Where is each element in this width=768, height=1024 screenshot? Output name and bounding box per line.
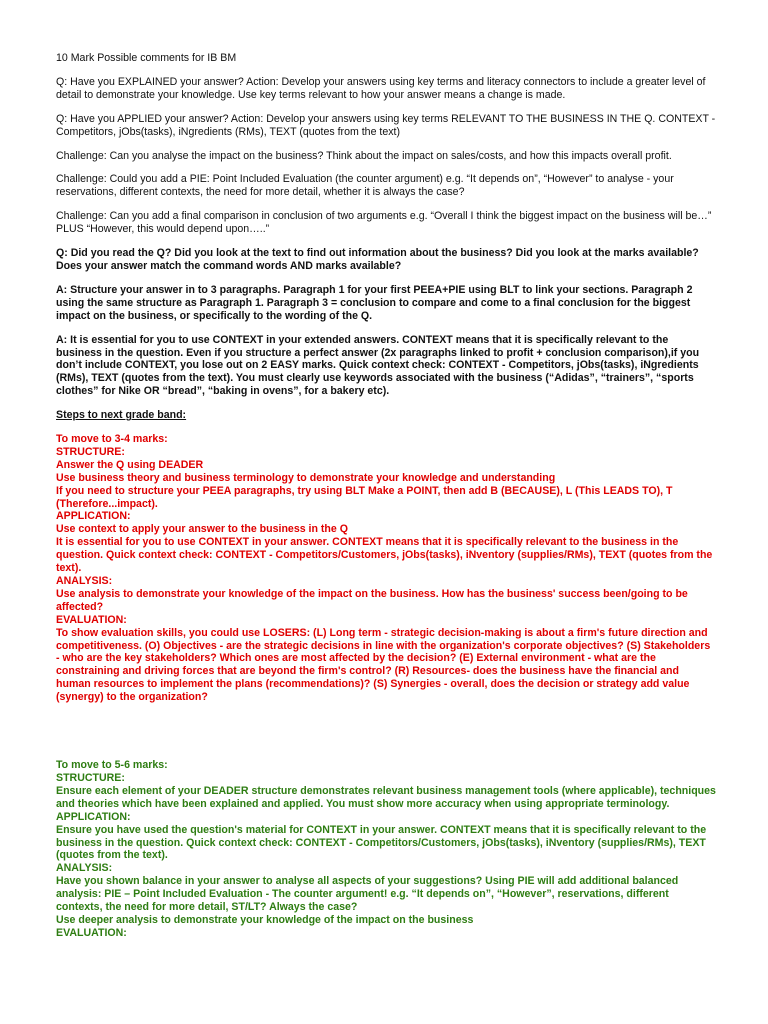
intro-paragraph-conclusion: Challenge: Can you add a final comparison in conclusion of two arguments e.g. “Overall I think the biggest impact on the business will be…” PLUS “However, this would depend upon…..”	[56, 210, 712, 236]
band-3-4-application-text-1: Use context to apply your answer to the business in the Q	[56, 523, 348, 536]
band-3-4-section	[56, 433, 716, 704]
band-3-4-structure-text-1: Answer the Q using DEADER	[56, 458, 204, 471]
band-3-4-evaluation-label: EVALUATION:	[56, 613, 127, 626]
intro-paragraph-explained: Q: Have you EXPLAINED your answer? Action: Develop your answers using key terms and literacy connectors to include a greater level of detail to demonstrate your knowledge. Use key terms relevant to how your answer means a change is made.	[56, 75, 706, 101]
section-spacer	[56, 704, 716, 759]
band-3-4-heading: To move to 3-4 marks:	[56, 433, 168, 446]
band-5-6-heading: To move to 5-6 marks:	[56, 759, 168, 772]
band-3-4-structure-label: STRUCTURE:	[56, 445, 125, 458]
bold-paragraph-structure: A: Structure your answer in to 3 paragraphs. Paragraph 1 for your first PEEA+PIE using BLT to link your sections. Paragraph 2 using the same structure as Paragraph 1. Paragraph 3 = conclusion to compare and come to a final conclusion for the biggest impact on the business, or specifically to the wording of the Q.	[56, 283, 693, 322]
steps-heading: Steps to next grade band:	[56, 409, 187, 422]
band-5-6-application-label: APPLICATION:	[56, 810, 131, 823]
band-3-4-structure-text-3: If you need to structure your PEEA paragraphs, try using BLT Make a POINT, then add B (BECAUSE), L (This LEADS TO), T (Therefore...impact).	[56, 484, 673, 510]
band-3-4-application-label: APPLICATION:	[56, 510, 131, 523]
band-3-4-evaluation-text: To show evaluation skills, you could use LOSERS: (L) Long term - strategic decision-making is about a firm's future direction and competitiveness. (O) Objectives - are the strategic decisions in line with the organization's corporate objectives? (S) Stakeholders - who are the key stakeholders? Which ones are most affected by the decision? (E) External environment - what are the constraining and driving forces that are beyond the firm's control? (R) Resources- does the business have the financial and human resources to implement the plans (recommendations)? (S) Synergies - overall, does the decision or strategy add value (synergy) to the organization?	[56, 626, 711, 704]
band-3-4-analysis-text: Use analysis to demonstrate your knowledge of the impact on the business. How has the business' success been/going to be affected?	[56, 587, 688, 613]
band-3-4-application-text-2: It is essential for you to use CONTEXT in your answer. CONTEXT means that it is specifically relevant to the business in the question. Quick context check: CONTEXT - Competitors/Customers, jObs(tasks), iNventory (supplies/RMs), TEXT (quotes from the text).	[56, 536, 713, 575]
band-5-6-analysis-text-2: Use deeper analysis to demonstrate your knowledge of the impact on the business	[56, 913, 474, 926]
intro-paragraph-analyse: Challenge: Can you analyse the impact on the business? Think about the impact on sales/costs, and how this impacts overall profit.	[56, 149, 672, 162]
band-5-6-analysis-text-1: Have you shown balance in your answer to analyse all aspects of your suggestions? Using PIE will add additional balanced analysis: PIE – Point Included Evaluation - The counter argument! e.g. “It depends on”, “However”, reservations, different contexts, the need for more detail, ST/LT? Always the case?	[56, 875, 679, 914]
band-5-6-structure-text: Ensure each element of your DEADER structure demonstrates relevant business management tools (where applicable), techniques and theories which have been explained and applied. You must show more accuracy when using appropriate terminology.	[56, 784, 716, 810]
band-5-6-analysis-label: ANALYSIS:	[56, 862, 113, 875]
band-3-4-structure-text-2: Use business theory and business terminology to demonstrate your knowledge and understanding	[56, 471, 556, 484]
band-5-6-structure-label: STRUCTURE:	[56, 771, 125, 784]
intro-paragraph-applied: Q: Have you APPLIED your answer? Action: Develop your answers using key terms RELEVANT TO THE BUSINESS IN THE Q. CONTEXT - Competitors, jObs(tasks), iNgredients (RMs), TEXT (quotes from the text)	[56, 112, 716, 138]
band-5-6-evaluation-label: EVALUATION:	[56, 926, 127, 939]
band-5-6-application-text: Ensure you have used the question's material for CONTEXT in your answer. CONTEXT means that it is specifically relevant to the business in the question. Quick context check: CONTEXT - Competitors/Customers, jObs(tasks), iNventory (supplies/RMs), TEXT (quotes from the text).	[56, 823, 707, 862]
band-3-4-analysis-label: ANALYSIS:	[56, 575, 113, 587]
bold-paragraph-read-q: Q: Did you read the Q? Did you look at the text to find out information about the business? Did you look at the marks available? Does your answer match the command words AND marks available?	[56, 247, 699, 272]
bold-paragraph-context: A: It is essential for you to use CONTEXT in your extended answers. CONTEXT means that it is specifically relevant to the business in the question. Even if you structure a perfect answer (2x paragraphs linked to profit + conclusion comparison),if you don’t include CONTEXT, you lose out on 2 EASY marks. Quick context check: CONTEXT - Competitors, jObs(tasks), iNgredients (RMs), TEXT (quotes from the text). You must clearly use keywords associated with the business (“Adidas”, “trainers”, “sports clothes” for Nike OR “bread”, “baking in ovens”, for a bakery etc).	[56, 333, 700, 398]
intro-paragraph-pie: Challenge: Could you add a PIE: Point Included Evaluation (the counter argument) e.g. “It depends on”, “However” to analyse - your reservations, different contexts, the need for more detail, whether it is always the case?	[56, 173, 674, 199]
band-5-6-section	[56, 759, 716, 940]
document-title: 10 Mark Possible comments for IB BM	[56, 52, 237, 64]
